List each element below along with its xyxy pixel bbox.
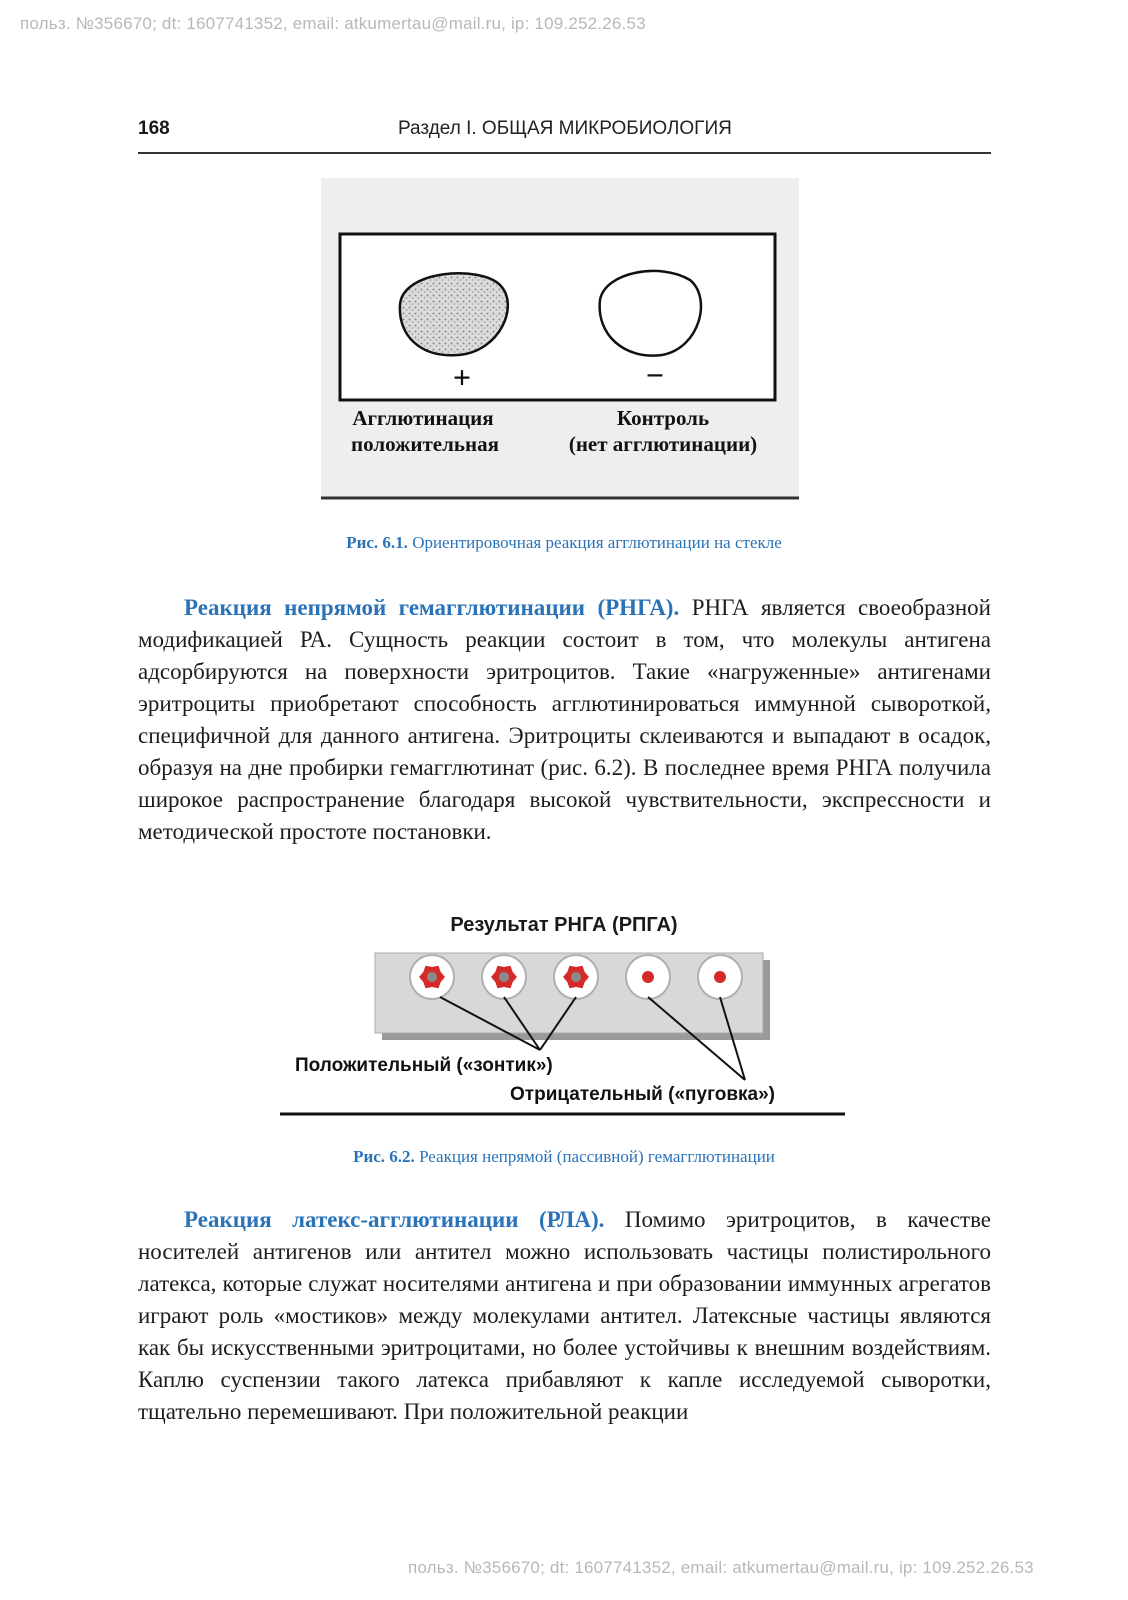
figure-1-caption <box>0 533 1128 553</box>
figure-1-caption-number: Рис. 6.1. <box>346 533 408 552</box>
well-1-positive <box>410 955 454 999</box>
label-no-agglutination: (нет агглютинации) <box>568 432 758 456</box>
negative-sign: − <box>645 357 665 393</box>
figure-2-caption-text: Реакция непрямой (пассивной) гемагглютинации <box>414 1147 775 1166</box>
paragraph-rla-text: Помимо эритроцитов, в качестве носителей антигенов или антител можно использовать частицы полистирольного латекса, которые служат носителями антигена и при образовании иммунных агрегатов играют роль «мостиков» между молекулами антител. Латексные частицы являются как бы искусственными эритроцитами, но более устойчивы к внешним воздействиям. Каплю суспензии такого латекса прибавляют к капле исследуемой сыворотки, тщательно перемешивают. При положительной реакции <box>138 1207 992 1424</box>
paragraph-rla-lead: Реакция латекс-агглютинации (РЛА). <box>184 1207 605 1232</box>
page-number: 168 <box>138 118 170 139</box>
well-2-positive <box>482 955 526 999</box>
positive-sign: + <box>452 359 472 395</box>
paragraph-rnga-lead: Реакция непрямой гемагглютинации (РНГА). <box>184 595 680 620</box>
figure-2-caption <box>0 1147 1128 1167</box>
well-3-positive <box>554 955 598 999</box>
label-control: Контроль <box>616 406 710 430</box>
figure-2-title: Результат РНГА (РПГА) <box>450 914 678 936</box>
running-head: Раздел I. ОБЩАЯ МИКРОБИОЛОГИЯ <box>398 118 732 139</box>
figure-6-1 <box>0 0 1128 520</box>
label-agglutination: Агглютинация <box>352 406 494 430</box>
figure-1-caption-text: Ориентировочная реакция агглютинации на стекле <box>407 533 782 552</box>
negative-result-label: Отрицательный («пуговка») <box>510 1084 775 1105</box>
paragraph-rla <box>138 1204 991 1428</box>
well-5-negative <box>698 955 742 999</box>
negative-drop <box>600 271 701 356</box>
paragraph-rnga <box>138 592 991 848</box>
positive-result-label: Положительный («зонтик») <box>295 1055 553 1076</box>
watermark-bottom: польз. №356670; dt: 1607741352, email: atkumertau@mail.ru, ip: 109.252.26.53 <box>408 1558 1034 1577</box>
paragraph-rnga-text: РНГА является своеобразной модификацией РА. Сущность реакции состоит в том, что молекулы антигена адсорбируются на поверхности эритроцитов. Такие «нагруженные» антигенами эритроциты приобретают способность агглютинироваться иммунной сывороткой, специфичной для данного антигена. Эритроциты склеиваются и выпадают в осадок, образуя на дне пробирки гемагглютинат (рис. 6.2). В последнее время РНГА получила широкое распространение благодаря высокой чувствительности, экспрессности и методической простоте постановки. <box>138 595 991 844</box>
figure-2-caption-number: Рис. 6.2. <box>353 1147 415 1166</box>
label-positive: положительная <box>351 432 499 456</box>
watermark-top: польз. №356670; dt: 1607741352, email: atkumertau@mail.ru, ip: 109.252.26.53 <box>20 14 646 33</box>
well-4-negative <box>626 955 670 999</box>
